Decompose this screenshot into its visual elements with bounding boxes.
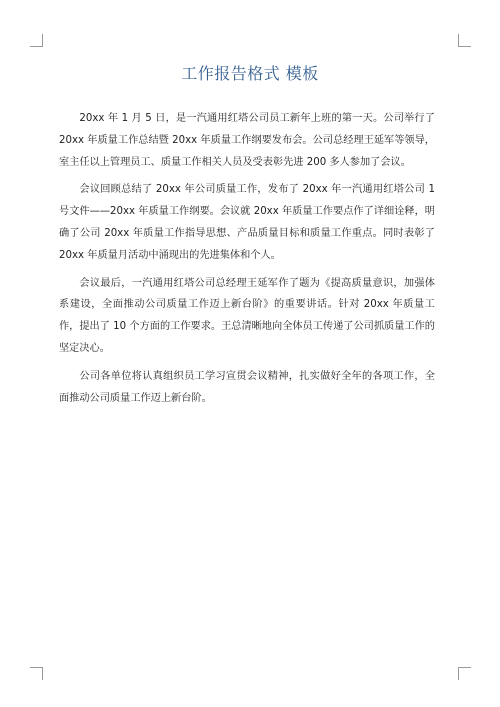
crop-mark-top-left <box>30 34 43 47</box>
paragraph-3: 会议最后，一汽通用红塔公司总经理王延军作了题为《提高质量意识，加强体系建设，全面推动公司质量工作迈上新台阶》的重要讲话。针对 20xx 年质量工作，提出了 10 个方面的工作要求。王总清晰地向全体员工传递了公司抓质量工作的坚定决心。 <box>59 277 435 354</box>
crop-mark-top-right <box>458 34 471 47</box>
crop-mark-bottom-left <box>30 667 43 680</box>
document-body <box>59 108 435 415</box>
paragraph-2: 会议回顾总结了 20xx 年公司质量工作，发布了 20xx 年一汽通用红塔公司 1 号文件——20xx 年质量工作纲要。会议就 20xx 年质量工作要点作了详细诠释，明确了公司 20xx 年质量工作指导思想、产品质量目标和质量工作重点。同时表彰了 20xx 年质量月活动中涌现出的先进集体和个人。 <box>59 184 435 261</box>
page-title: 工作报告格式 模板 <box>181 64 319 83</box>
paragraph-4: 公司各单位将认真组织员工学习宣贯会议精神，扎实做好全年的各项工作，全面推动公司质量工作迈上新台阶。 <box>59 370 435 404</box>
crop-mark-bottom-right <box>458 667 471 680</box>
paragraph-1: 20xx 年 1 月 5 日，是一汽通用红塔公司员工新年上班的第一天。公司举行了 20xx 年质量工作总结暨 20xx 年质量工作纲要发布会。公司总经理王延军等领导，室主任以上管理员工、质量工作相关人员及受表彰先进 200 多人参加了会议。 <box>59 113 435 168</box>
